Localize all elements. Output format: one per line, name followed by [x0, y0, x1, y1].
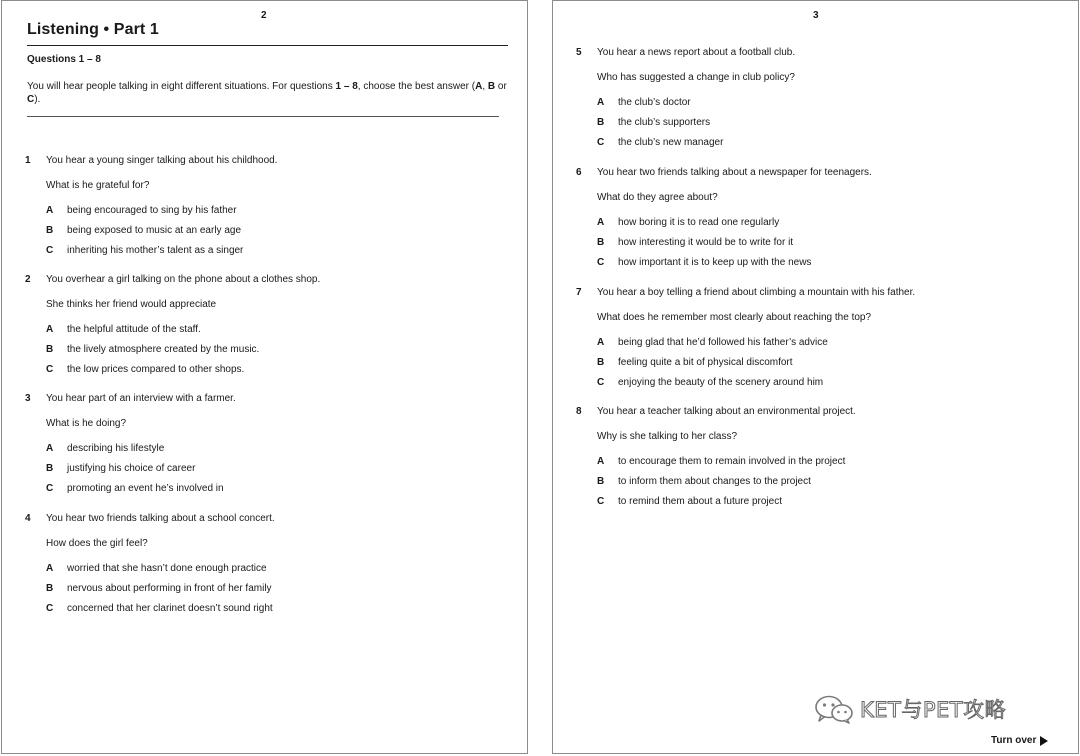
question-6	[576, 166, 872, 276]
answer-option	[576, 136, 795, 150]
answer-option	[25, 343, 260, 357]
option-letter: B	[46, 583, 54, 594]
answer-option	[576, 475, 811, 489]
questions-label: Questions 1 – 8	[27, 54, 101, 65]
option-letter: A	[597, 456, 605, 467]
option-text: the helpful attitude of the staff.	[67, 324, 201, 335]
instructions-option-b: B	[487, 81, 496, 92]
option-text: the club’s doctor	[618, 97, 691, 108]
answer-option	[25, 363, 245, 377]
watermark	[814, 692, 1006, 726]
answer-option	[576, 376, 871, 390]
question-2	[25, 273, 321, 383]
answer-option	[25, 204, 237, 218]
option-letter: A	[46, 443, 54, 454]
question-prompt: Why is she talking to her class?	[597, 431, 738, 442]
option-letter: B	[597, 117, 605, 128]
question-prompt: She thinks her friend would appreciate	[46, 299, 217, 310]
instructions-text: You will hear people talking in eight different situations. For questions	[27, 81, 336, 92]
question-7	[576, 286, 916, 396]
instructions-separator: or	[495, 81, 507, 92]
answer-option	[25, 462, 196, 476]
option-text: the lively atmosphere created by the music.	[67, 344, 260, 355]
question-header	[576, 286, 916, 300]
answer-option	[25, 482, 224, 496]
question-1	[25, 154, 278, 264]
question-prompt: What is he grateful for?	[46, 180, 150, 191]
option-text: to inform them about changes to the project	[618, 476, 811, 487]
turn-over-label: Turn over	[991, 735, 1037, 746]
question-prompt: Who has suggested a change in club policy?	[597, 72, 795, 83]
question-number: 8	[576, 406, 582, 417]
question-context: You hear a young singer talking about his childhood.	[46, 155, 278, 166]
question-prompt: What is he doing?	[46, 418, 127, 429]
option-letter: B	[46, 344, 54, 355]
answer-option	[576, 116, 795, 130]
option-letter: B	[46, 225, 54, 236]
option-list	[25, 204, 244, 258]
page-number-text: 2	[261, 10, 267, 21]
question-prompt: What does he remember most clearly about reaching the top?	[597, 312, 872, 323]
question-header	[25, 392, 236, 406]
option-letter: C	[597, 257, 605, 268]
option-text: nervous about performing in front of her family	[67, 583, 272, 594]
answer-option	[576, 256, 812, 270]
question-number: 6	[576, 167, 582, 178]
wechat-icon	[814, 694, 854, 724]
option-letter: C	[597, 496, 605, 507]
option-text: the low prices compared to other shops.	[67, 364, 245, 375]
option-letter: A	[46, 563, 54, 574]
option-text: feeling quite a bit of physical discomfort	[618, 357, 793, 368]
answer-option	[576, 455, 846, 469]
option-text: how important it is to keep up with the news	[618, 257, 812, 268]
question-header	[576, 405, 856, 419]
option-text: inheriting his mother’s talent as a singer	[67, 245, 244, 256]
question-prompt: How does the girl feel?	[46, 538, 148, 549]
question-header	[576, 166, 872, 180]
answer-option	[25, 244, 244, 258]
turn-over	[991, 735, 1048, 746]
option-text: how boring it is to read one regularly	[618, 217, 780, 228]
option-text: how interesting it would be to write for it	[618, 237, 794, 248]
option-text: being glad that he’d followed his father’s advice	[618, 337, 828, 348]
question-header	[576, 46, 795, 60]
option-list	[576, 336, 871, 390]
play-arrow-icon	[1040, 736, 1048, 746]
instructions-divider	[27, 116, 499, 117]
option-letter: C	[597, 137, 605, 148]
option-list	[25, 442, 224, 496]
option-list	[25, 323, 260, 377]
answer-option	[576, 495, 782, 509]
option-letter: C	[46, 245, 54, 256]
question-number: 3	[25, 393, 31, 404]
question-context: You hear a boy telling a friend about climbing a mountain with his father.	[597, 287, 916, 298]
answer-option	[576, 336, 871, 350]
instructions-range: 1 – 8	[335, 81, 358, 92]
question-context: You hear two friends talking about a newspaper for teenagers.	[597, 167, 872, 178]
question-number: 2	[25, 274, 31, 285]
question-number: 4	[25, 513, 31, 524]
instructions-option-c: C	[27, 94, 35, 105]
instructions-text: ).	[34, 94, 41, 105]
option-text: concerned that her clarinet doesn’t sound right	[67, 603, 273, 614]
option-letter: A	[46, 324, 54, 335]
answer-option	[25, 582, 272, 596]
answer-option	[576, 236, 794, 250]
question-context: You hear a news report about a football club.	[597, 47, 796, 58]
part-title: Listening • Part 1	[27, 21, 159, 38]
answer-option	[25, 323, 216, 337]
option-letter: A	[597, 337, 605, 348]
option-text: being exposed to music at an early age	[67, 225, 241, 236]
option-text: being encouraged to sing by his father	[67, 205, 237, 216]
question-prompt: What do they agree about?	[597, 192, 718, 203]
question-8	[576, 405, 856, 515]
option-letter: C	[46, 483, 54, 494]
answer-option	[25, 602, 273, 616]
watermark-text: KET与PET攻略	[860, 698, 1007, 722]
option-list	[576, 96, 795, 150]
option-list	[25, 562, 273, 616]
option-letter: B	[597, 357, 605, 368]
answer-option	[25, 442, 165, 456]
option-list	[576, 455, 846, 509]
option-text: justifying his choice of career	[67, 463, 196, 474]
option-letter: A	[597, 217, 605, 228]
option-text: enjoying the beauty of the scenery around him	[618, 377, 824, 388]
question-header	[25, 154, 278, 168]
instructions-text: , choose the best answer (	[357, 81, 476, 92]
answer-option	[576, 356, 871, 370]
option-text: worried that she hasn’t done enough practice	[67, 563, 267, 574]
question-3	[25, 392, 236, 502]
instructions-option-a: A	[475, 81, 483, 92]
instructions	[27, 80, 507, 106]
question-context: You hear part of an interview with a farmer.	[46, 393, 236, 404]
option-letter: A	[46, 205, 54, 216]
option-letter: C	[46, 364, 54, 375]
option-text: the club’s supporters	[618, 117, 711, 128]
option-text: promoting an event he’s involved in	[67, 483, 224, 494]
option-letter: B	[597, 237, 605, 248]
answer-option	[576, 96, 795, 110]
question-header	[25, 273, 321, 287]
option-text: describing his lifestyle	[67, 443, 165, 454]
option-letter: C	[46, 603, 54, 614]
instructions-separator: ,	[482, 81, 488, 92]
answer-option	[25, 224, 241, 238]
question-number: 1	[25, 155, 31, 166]
answer-option	[576, 216, 780, 230]
question-header	[25, 512, 275, 526]
title-divider	[27, 45, 508, 46]
option-text: the club’s new manager	[618, 137, 724, 148]
question-context: You hear a teacher talking about an environmental project.	[597, 406, 856, 417]
option-text: to remind them about a future project	[618, 496, 782, 507]
question-4	[25, 512, 275, 622]
answer-option	[25, 562, 267, 576]
option-letter: A	[597, 97, 605, 108]
question-number: 7	[576, 287, 582, 298]
question-context: You overhear a girl talking on the phone about a clothes shop.	[46, 274, 321, 285]
question-context: You hear two friends talking about a school concert.	[46, 513, 275, 524]
question-number: 5	[576, 47, 582, 58]
option-letter: B	[46, 463, 54, 474]
page-number-text: 3	[813, 10, 819, 21]
option-letter: C	[597, 377, 605, 388]
option-list	[576, 216, 812, 270]
option-text: to encourage them to remain involved in the project	[618, 456, 846, 467]
option-letter: B	[597, 476, 605, 487]
question-5	[576, 46, 795, 156]
